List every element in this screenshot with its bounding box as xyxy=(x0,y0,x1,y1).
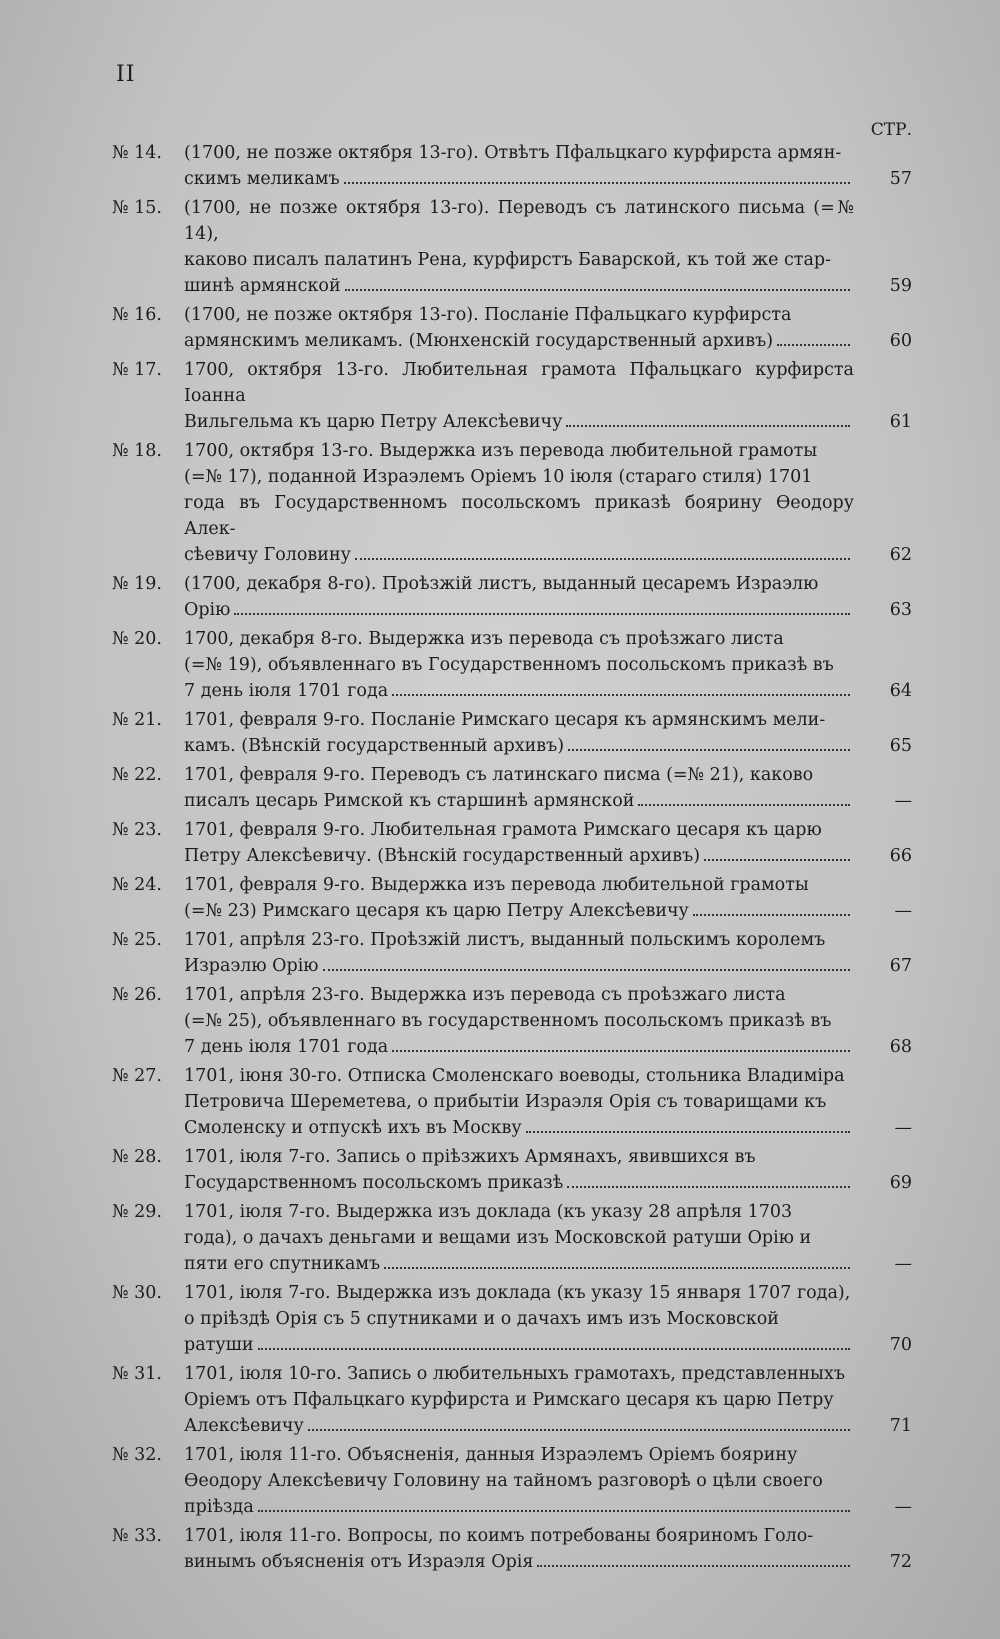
dot-leader xyxy=(234,613,850,615)
entry-line: 1700, декабря 8-го. Выдержка изъ перевода съ проѣзжаго листа xyxy=(184,629,784,649)
entry-number: № 26. xyxy=(112,985,162,1005)
entry-last-line xyxy=(184,953,854,979)
entry-line: армянскимъ меликамъ. (Мюнхенскій государственный архивъ) xyxy=(184,331,774,351)
entry-page-number: 67 xyxy=(889,956,912,976)
entry-line: 1701, іюля 7-го. Запись о пріѣзжихъ Армянахъ, явившихся въ xyxy=(184,1147,756,1167)
entry-line: 1701, іюля 11-го. Объясненія, данныя Израэлемъ Оріемъ боярину xyxy=(184,1445,798,1465)
entry-line: Оріемъ отъ Пфальцкаго курфирста и Римскаго цесаря къ царю Петру xyxy=(184,1390,834,1410)
dot-leader xyxy=(392,694,850,696)
entry-text xyxy=(184,1442,854,1520)
entry-number: № 27. xyxy=(112,1066,162,1086)
entry-last-line xyxy=(184,1251,854,1277)
entry-line: писалъ цесарь Римской къ старшинѣ армянской xyxy=(184,791,635,811)
entry-last-line xyxy=(184,328,854,354)
entry-number: № 20. xyxy=(112,629,162,649)
entry-number: № 32. xyxy=(112,1445,162,1465)
entry-page-number: 57 xyxy=(889,169,912,189)
entry-number: № 18. xyxy=(112,441,162,461)
toc-entry xyxy=(112,707,912,759)
entry-line: 1701, февраля 9-го. Выдержка изъ перевода любительной грамоты xyxy=(184,875,809,895)
entry-number: № 17. xyxy=(112,360,162,380)
dot-leader xyxy=(258,1348,850,1350)
entry-text xyxy=(184,707,854,759)
entry-page-number: 59 xyxy=(889,276,912,296)
entry-last-line xyxy=(184,898,854,924)
entry-number: № 19. xyxy=(112,574,162,594)
entry-number: № 28. xyxy=(112,1147,162,1167)
toc-entry xyxy=(112,1280,912,1358)
entry-line: 1701, іюля 11-го. Вопросы, по коимъ потребованы бояриномъ Голо- xyxy=(184,1526,814,1546)
page-number: II xyxy=(116,62,136,87)
toc-entry xyxy=(112,762,912,814)
entry-line: 1701, іюля 7-го. Выдержка изъ доклада (къ указу 15 января 1707 года), xyxy=(184,1283,851,1303)
entry-page-number: 70 xyxy=(889,1335,912,1355)
entry-line: шинѣ армянской xyxy=(184,276,341,296)
dot-leader xyxy=(704,859,850,861)
entry-last-line xyxy=(184,733,854,759)
entry-text xyxy=(184,626,854,704)
entry-page-number: 60 xyxy=(889,331,912,351)
entry-line: (1700, декабря 8-го). Проѣзжій листъ, выданный цесаремъ Израэлю xyxy=(184,574,819,594)
entry-number: № 16. xyxy=(112,305,162,325)
entry-text xyxy=(184,1523,854,1575)
entry-text xyxy=(184,1280,854,1358)
entry-text xyxy=(184,1144,854,1196)
entry-line: 1700, октября 13-го. Выдержка изъ перевода любительной грамоты xyxy=(184,441,818,461)
entry-page-number: — xyxy=(894,1254,912,1274)
entry-line: пяти его спутникамъ xyxy=(184,1254,381,1274)
entry-line: 7 день іюля 1701 года xyxy=(184,1037,389,1057)
toc-entry xyxy=(112,195,912,299)
entry-line: Ѳеодору Алексѣевичу Головину на тайномъ разговорѣ о цѣли своего xyxy=(184,1471,823,1491)
toc-entry xyxy=(112,1442,912,1520)
entry-text xyxy=(184,817,854,869)
dot-leader xyxy=(638,804,850,806)
table-of-contents xyxy=(112,140,912,1578)
toc-entry xyxy=(112,626,912,704)
entry-line: 1701, іюля 10-го. Запись о любительныхъ грамотахъ, представленныхъ xyxy=(184,1364,845,1384)
toc-entry xyxy=(112,982,912,1060)
entry-line: (=№ 17), поданной Израэлемъ Оріемъ 10 іюля (стараго стиля) 1701 xyxy=(184,467,813,487)
entry-text xyxy=(184,762,854,814)
entry-line: каково писалъ палатинъ Рена, курфирстъ Баварской, къ той же стар- xyxy=(184,250,832,270)
entry-last-line xyxy=(184,1549,854,1575)
toc-entry xyxy=(112,817,912,869)
entry-last-line xyxy=(184,678,854,704)
entry-line: Петровича Шереметева, о прибытіи Израэля Орія съ товарищами къ xyxy=(184,1092,827,1112)
entry-line: скимъ меликамъ xyxy=(184,169,340,189)
entry-last-line xyxy=(184,409,854,435)
entry-line: 1701, февраля 9-го. Любительная грамота Римскаго цесаря къ царю xyxy=(184,820,822,840)
entry-text xyxy=(184,140,854,192)
entry-text xyxy=(184,1199,854,1277)
toc-entry xyxy=(112,1144,912,1196)
entry-text xyxy=(184,195,854,299)
entry-last-line xyxy=(184,166,854,192)
entry-line: о пріѣздѣ Орія съ 5 спутниками и о дачахъ имъ изъ Московской xyxy=(184,1309,779,1329)
dot-leader xyxy=(526,1131,850,1133)
entry-line: года въ Государственномъ посольскомъ приказѣ боярину Ѳеодору Алек- xyxy=(184,493,854,539)
entry-last-line xyxy=(184,843,854,869)
dot-leader xyxy=(355,558,850,560)
entry-page-number: — xyxy=(894,1118,912,1138)
entry-text xyxy=(184,1063,854,1141)
entry-last-line xyxy=(184,1115,854,1141)
entry-last-line xyxy=(184,1034,854,1060)
entry-line: (=№ 25), объявленнаго въ государственномъ посольскомъ приказѣ въ xyxy=(184,1011,832,1031)
entry-text xyxy=(184,1361,854,1439)
entry-page-number: — xyxy=(894,901,912,921)
entry-line: (1700, не позже октября 13-го). Отвѣтъ Пфальцкаго курфирста армян- xyxy=(184,143,842,163)
entry-line: Алексѣевичу xyxy=(184,1416,304,1436)
toc-entry xyxy=(112,357,912,435)
entry-number: № 31. xyxy=(112,1364,162,1384)
toc-entry xyxy=(112,1199,912,1277)
toc-entry xyxy=(112,872,912,924)
entry-last-line xyxy=(184,1170,854,1196)
entry-line: 7 день іюля 1701 года xyxy=(184,681,389,701)
entry-line: Вильгельма къ царю Петру Алексѣевичу xyxy=(184,412,563,432)
entry-number: № 14. xyxy=(112,143,162,163)
entry-line: 1701, февраля 9-го. Переводъ съ латинскаго писма (=№ 21), каково xyxy=(184,765,814,785)
entry-page-number: — xyxy=(894,1497,912,1517)
toc-entry xyxy=(112,438,912,568)
entry-line: Израэлю Орію xyxy=(184,956,319,976)
page-column-label: СТР. xyxy=(870,120,912,140)
entry-last-line xyxy=(184,597,854,623)
entry-page-number: 69 xyxy=(889,1173,912,1193)
entry-page-number: 62 xyxy=(889,545,912,565)
entry-line: (1700, не позже октября 13-го). Посланіе Пфальцкаго курфирста xyxy=(184,305,792,325)
entry-text xyxy=(184,872,854,924)
dot-leader xyxy=(258,1510,850,1512)
dot-leader xyxy=(693,914,850,916)
dot-leader xyxy=(567,1186,850,1188)
entry-line: 1701, іюля 7-го. Выдержка изъ доклада (къ указу 28 апрѣля 1703 xyxy=(184,1202,793,1222)
entry-number: № 22. xyxy=(112,765,162,785)
dot-leader xyxy=(345,289,850,291)
dot-leader xyxy=(777,344,850,346)
toc-entry xyxy=(112,140,912,192)
entry-page-number: 61 xyxy=(889,412,912,432)
entry-last-line xyxy=(184,1494,854,1520)
toc-entry xyxy=(112,927,912,979)
entry-number: № 29. xyxy=(112,1202,162,1222)
entry-line: 1701, апрѣля 23-го. Проѣзжій листъ, выданный польскимъ королемъ xyxy=(184,930,826,950)
entry-last-line xyxy=(184,273,854,299)
entry-line: года), о дачахъ деньгами и вещами изъ Московской ратуши Орію и xyxy=(184,1228,812,1248)
entry-text xyxy=(184,571,854,623)
toc-entry xyxy=(112,1361,912,1439)
entry-number: № 23. xyxy=(112,820,162,840)
dot-leader xyxy=(344,182,850,184)
entry-line: 1701, іюня 30-го. Отписка Смоленскаго воеводы, стольника Владиміра xyxy=(184,1066,845,1086)
entry-page-number: 63 xyxy=(889,600,912,620)
entry-text xyxy=(184,438,854,568)
entry-line: ратуши xyxy=(184,1335,254,1355)
entry-line: пріѣзда xyxy=(184,1497,254,1517)
entry-line: (=№ 23) Римскаго цесаря къ царю Петру Алексѣевичу xyxy=(184,901,689,921)
entry-line: (1700, не позже октября 13-го). Переводъ съ латинского письма (=№ 14), xyxy=(184,198,854,244)
toc-entry xyxy=(112,1523,912,1575)
dot-leader xyxy=(308,1429,850,1431)
entry-text xyxy=(184,982,854,1060)
entry-page-number: 66 xyxy=(889,846,912,866)
toc-entry xyxy=(112,1063,912,1141)
entry-page-number: 65 xyxy=(889,736,912,756)
entry-line: Орію xyxy=(184,600,231,620)
entry-last-line xyxy=(184,1332,854,1358)
entry-line: Петру Алексѣевичу. (Вѣнскій государственный архивъ) xyxy=(184,846,701,866)
toc-entry xyxy=(112,571,912,623)
entry-number: № 33. xyxy=(112,1526,162,1546)
entry-last-line xyxy=(184,542,854,568)
dot-leader xyxy=(566,425,850,427)
entry-line: Смоленску и отпускѣ ихъ въ Москву xyxy=(184,1118,522,1138)
entry-page-number: — xyxy=(894,791,912,811)
toc-entry xyxy=(112,302,912,354)
dot-leader xyxy=(537,1565,850,1567)
entry-line: винымъ объясненія отъ Израэля Орія xyxy=(184,1552,534,1572)
entry-line: 1701, апрѣля 23-го. Выдержка изъ перевода съ проѣзжаго листа xyxy=(184,985,786,1005)
entry-line: 1701, февраля 9-го. Посланіе Римскаго цесаря къ армянскимъ мели- xyxy=(184,710,826,730)
dot-leader xyxy=(384,1267,850,1269)
entry-number: № 25. xyxy=(112,930,162,950)
entry-line: камъ. (Вѣнскій государственный архивъ) xyxy=(184,736,565,756)
entry-number: № 15. xyxy=(112,198,162,218)
entry-number: № 30. xyxy=(112,1283,162,1303)
entry-number: № 24. xyxy=(112,875,162,895)
entry-page-number: 72 xyxy=(889,1552,912,1572)
entry-text xyxy=(184,357,854,435)
entry-last-line xyxy=(184,1413,854,1439)
entry-text xyxy=(184,927,854,979)
dot-leader xyxy=(568,749,850,751)
entry-line: Государственномъ посольскомъ приказѣ xyxy=(184,1173,564,1193)
entry-line: (=№ 19), объявленнаго въ Государственномъ посольскомъ приказѣ въ xyxy=(184,655,834,675)
entry-last-line xyxy=(184,788,854,814)
entry-page-number: 64 xyxy=(889,681,912,701)
entry-text xyxy=(184,302,854,354)
entry-line: сѣевичу Головину xyxy=(184,545,351,565)
entry-page-number: 71 xyxy=(889,1416,912,1436)
entry-line: 1700, октября 13-го. Любительная грамота Пфальцкаго курфирста Іоанна xyxy=(184,360,854,406)
entry-number: № 21. xyxy=(112,710,162,730)
entry-page-number: 68 xyxy=(889,1037,912,1057)
dot-leader xyxy=(323,969,850,971)
dot-leader xyxy=(392,1050,850,1052)
